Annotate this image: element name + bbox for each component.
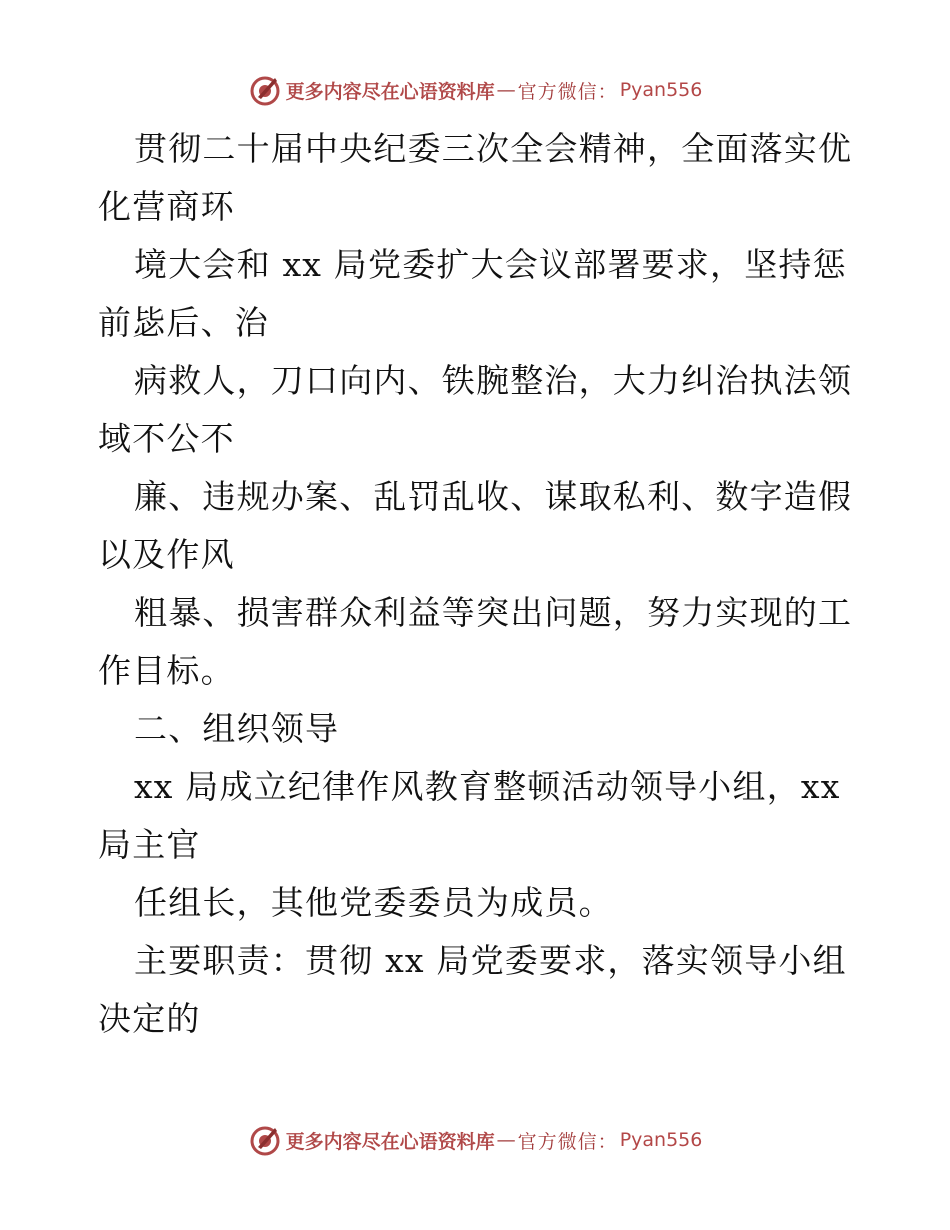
text-line: 局主官: [98, 825, 201, 864]
brand-text: 更多内容尽在心语资料库: [285, 1130, 495, 1153]
text-line: 粗暴、损害群众利益等突出问题，努力实现的工: [134, 593, 853, 632]
banner-separator: —: [496, 79, 516, 101]
wechat-id: Pyan556: [619, 1129, 703, 1151]
text-line: xx 局成立纪律作风教育整顿活动领导小组，xx: [134, 767, 841, 806]
text-line: 化营商环: [98, 187, 235, 226]
document-body: [98, 120, 853, 1048]
text-line: 前毖后、治: [98, 303, 269, 342]
text-line: 决定的: [98, 999, 201, 1038]
section-heading: 二、组织领导: [134, 709, 340, 748]
header-banner: [0, 70, 950, 110]
text-line: 境大会和 xx 局党委扩大会议部署要求，坚持惩: [134, 245, 847, 284]
text-line: 贯彻二十届中央纪委三次全会精神，全面落实优: [134, 129, 853, 168]
wechat-id: Pyan556: [619, 79, 703, 101]
quill-pen-circle-icon: [248, 1123, 282, 1157]
text-line: 病救人，刀口向内、铁腕整治，大力纠治执法领: [134, 361, 853, 400]
brand-text: 更多内容尽在心语资料库: [285, 80, 495, 103]
wechat-label: 官方微信：: [517, 80, 618, 103]
text-line: 廉、违规办案、乱罚乱收、谋取私利、数字造假: [134, 477, 853, 516]
text-line: 任组长，其他党委委员为成员。: [134, 883, 613, 922]
quill-pen-circle-icon: [248, 73, 282, 107]
wechat-label: 官方微信：: [517, 1130, 618, 1153]
text-line: 作目标。: [98, 651, 235, 690]
text-line: 主要职责：贯彻 xx 局党委要求，落实领导小组: [134, 941, 847, 980]
text-line: 以及作风: [98, 535, 235, 574]
text-line: 域不公不: [98, 419, 235, 458]
footer-banner: [0, 1120, 950, 1160]
banner-separator: —: [496, 1129, 516, 1151]
